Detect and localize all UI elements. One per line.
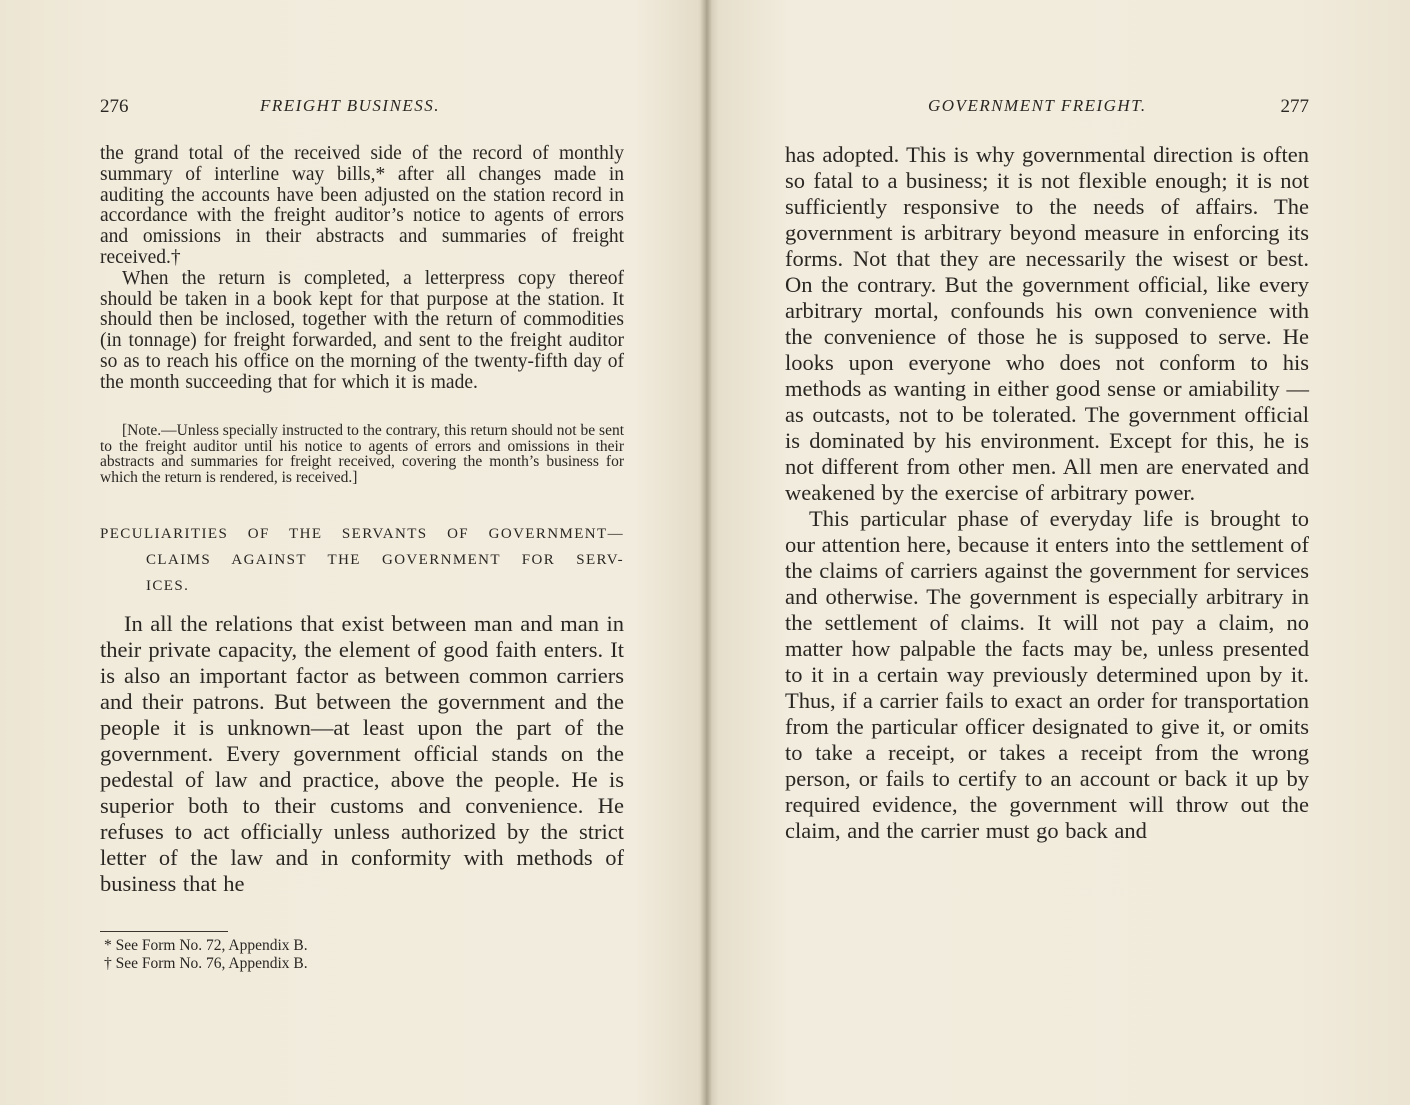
right-page <box>785 0 1309 1105</box>
note-text: [Note.—Unless specially instructed to the contrary, this return should not be sent to the freight auditor until his notice to agents of errors and omissions in their abstracts and summaries for freight received, covering the month’s business for which the return is rendered, is received.] <box>100 422 624 486</box>
heading-line: PECULIARITIES OF THE SERVANTS OF GOVERNMENT— <box>100 526 624 542</box>
body-paragraph: In all the relations that exist between man and man in their private capacity, the element of good faith enters. It is also an important factor as between common carriers and their patrons. But between the government and the people it is unknown—at least upon the part of the government. Every government official stands on the pedestal of law and practice, above the people. He is superior both to their customs and convenience. He refuses to act officially unless authorized by the strict letter of the law and in conformity with methods of business that he <box>100 611 624 896</box>
small-text-block <box>100 144 624 394</box>
footnote-rule <box>100 931 228 932</box>
running-title: FREIGHT BUSINESS. <box>260 96 441 115</box>
page-number: 277 <box>1280 96 1309 117</box>
running-title: GOVERNMENT FREIGHT. <box>928 96 1147 115</box>
left-page <box>100 0 624 1105</box>
running-head <box>785 96 1309 120</box>
book-gutter <box>700 0 712 1105</box>
continued-paragraph: the grand total of the received side of the record of monthly summary of interline way bills,* after all changes made in auditing the accounts have been adjusted on the station record in accordance with the freight auditor’s notice to agents of errors and omissions in their abstracts and summaries of freight received.† <box>100 143 624 268</box>
return-paragraph: When the return is completed, a letterpress copy thereof should be taken in a book kept for that purpose at the station. It should then be inclosed, together with the return of commodities (in tonnage) for freight forwarded, and sent to the freight auditor so as to reach his office on the morning of the twenty-fifth day of the month succeeding that for which it is made. <box>100 267 624 393</box>
page-number: 276 <box>100 96 129 117</box>
footnotes <box>100 937 500 973</box>
heading-line: ICES. <box>146 578 190 594</box>
section-heading <box>100 521 624 599</box>
body-text <box>100 611 624 897</box>
heading-line: CLAIMS AGAINST THE GOVERNMENT FOR SERV- <box>146 552 624 568</box>
running-head <box>100 96 624 120</box>
body-paragraph: has adopted. This is why governmental direction is often so fatal to a business; it is not flexible enough; it is not sufficiently responsive to the needs of affairs. The government is arbitrary beyond measure in enforcing its forms. Not that they are necessarily the wisest or best. On the contrary. But the government official, like every arbitrary mortal, confounds his own convenience with the convenience of those he is supposed to serve. He looks upon everyone who does not conform to his methods as wanting in either good sense or amiability — as outcasts, not to be tolerated. The government official is dominated by his environment. Except for this, he is not different from other men. All men are enervated and weakened by the exercise of arbitrary power. <box>785 142 1309 505</box>
note-block <box>100 423 624 485</box>
body-paragraph: This particular phase of everyday life is brought to our attention here, because it enters into the settlement of the claims of carriers against the government for services and otherwise. The government is especially arbitrary in the settlement of claims. It will not pay a claim, no matter how palpable the facts may be, unless presented to it in a certain way previously determined upon by it. Thus, if a carrier fails to exact an order for transportation from the particular officer designated to give it, or omits to take a receipt, or takes a receipt from the wrong person, or fails to certify to an account or back it up by required evidence, the government will throw out the claim, and the carrier must go back and <box>785 506 1309 843</box>
footnote: † See Form No. 76, Appendix B. <box>104 955 308 972</box>
footnote: * See Form No. 72, Appendix B. <box>104 937 308 954</box>
body-text <box>785 142 1309 844</box>
